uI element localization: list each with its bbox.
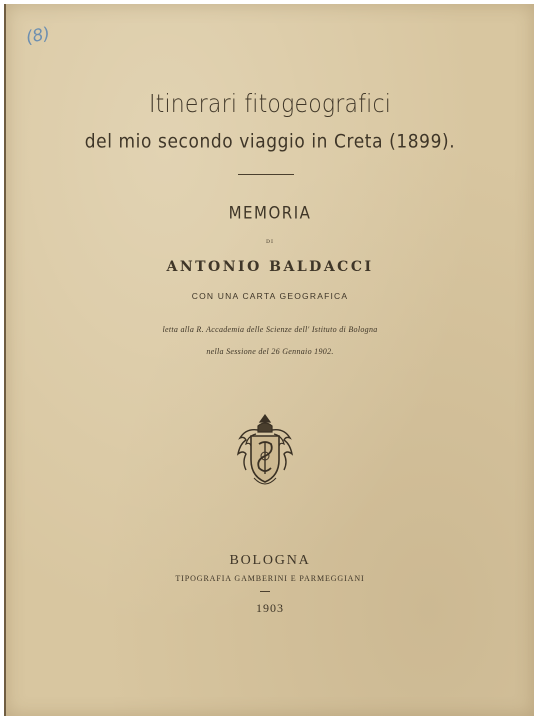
imprint-year: 1903: [256, 601, 284, 615]
imprint-dash: [260, 591, 270, 592]
map-note: CON UNA CARTA GEOGRAFICA: [191, 291, 349, 301]
printer-emblem-icon: [234, 412, 296, 488]
title-line-1: Itinerari fitogeografici: [148, 90, 392, 119]
reading-note-line-2: nella Sessione del 26 Gennaio 1902.: [206, 347, 334, 356]
title-divider: [238, 174, 294, 175]
handwritten-mark: (8): [24, 23, 52, 49]
title-page: [4, 4, 534, 716]
work-type: MEMORIA: [228, 202, 312, 224]
imprint-printer: TIPOGRAFIA GAMBERINI E PARMEGGIANI: [175, 574, 365, 583]
by-word: DI: [266, 239, 274, 245]
title-line-2: del mio secondo viaggio in Creta (1899).: [84, 131, 456, 153]
imprint-city: BOLOGNA: [229, 553, 311, 568]
author-name: ANTONIO BALDACCI: [166, 259, 374, 275]
reading-note-line-1: letta alla R. Accademia delle Scienze dell' Istituto di Bologna: [162, 325, 378, 334]
